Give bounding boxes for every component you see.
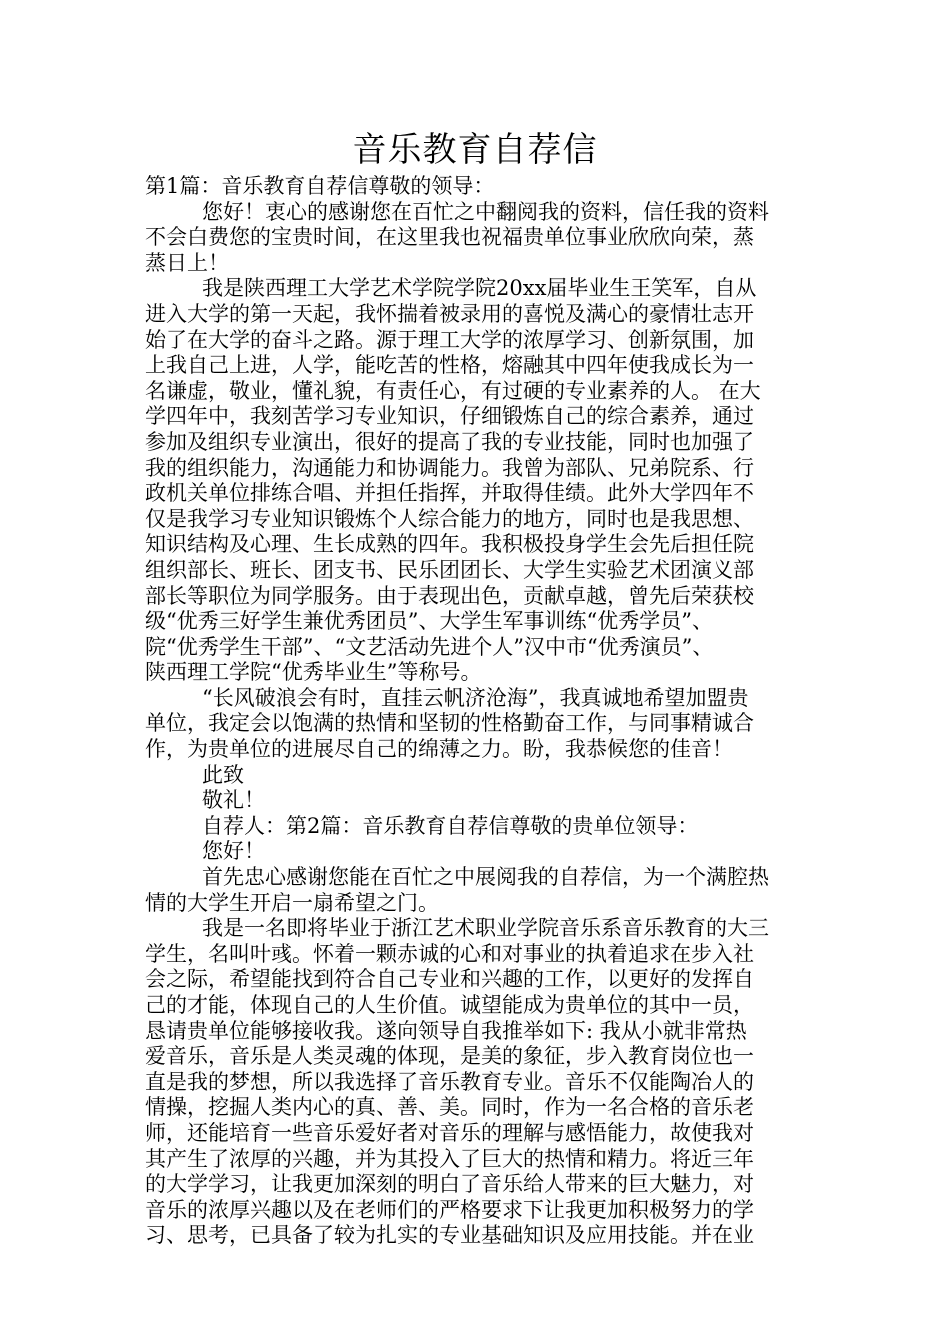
text-line: 组织部长、班长、团支书、民乐团团长、大学生实验艺术团演义部 xyxy=(145,557,754,582)
text-line: 您好！ xyxy=(202,839,265,864)
text-line: 作，为贵单位的进展尽自己的绵薄之力。盼，我恭候您的佳音！ xyxy=(145,737,733,762)
text-line: 此致 xyxy=(202,762,244,787)
text-line: 会之际，希望能找到符合自己专业和兴趣的工作，以更好的发挥自 xyxy=(145,967,754,992)
text-line: 我是陕西理工大学艺术学院学院20xx届毕业生王笑军，自从 xyxy=(202,276,757,301)
text-line: 陕西理工学院“优秀毕业生”等称号。 xyxy=(145,660,482,685)
text-line: 学生，名叫叶彧。怀着一颗赤诚的心和对事业的执着追求在步入社 xyxy=(145,941,754,966)
text-line: 我的组织能力，沟通能力和协调能力。我曾为部队、兄弟院系、行 xyxy=(145,455,754,480)
text-line: “长风破浪会有时，直挂云帆济沧海”，我真诚地希望加盟贵 xyxy=(202,685,749,710)
text-line: 蒸日上！ xyxy=(145,250,229,275)
text-line: 参加及组织专业演出，很好的提高了我的专业技能，同时也加强了 xyxy=(145,429,754,454)
text-line: 院“优秀学生干部”、“文艺活动先进个人”汉中市“优秀演员”、 xyxy=(145,634,714,659)
text-line: 不会白费您的宝贵时间，在这里我也祝福贵单位事业欣欣向荣，蒸 xyxy=(145,225,754,250)
text-line: 级“优秀三好学生兼优秀团员”、大学生军事训练“优秀学员”、 xyxy=(145,609,713,634)
text-line: 的大学学习，让我更加深刻的明白了音乐给人带来的巨大魅力，对 xyxy=(145,1172,754,1197)
text-line: 知识结构及心理、生长成熟的四年。我积极投身学生会先后担任院 xyxy=(145,532,754,557)
text-line: 音乐的浓厚兴趣以及在老师们的严格要求下让我更加积极努力的学 xyxy=(145,1197,754,1222)
letter-body xyxy=(145,174,809,1249)
text-line: 第1篇：音乐教育自荐信尊敬的领导： xyxy=(145,174,495,198)
text-line: 政机关单位排练合唱、并担任指挥，并取得佳绩。此外大学四年不 xyxy=(145,481,754,506)
text-line: 首先忠心感谢您能在百忙之中展阅我的自荐信，为一个满腔热 xyxy=(202,865,769,890)
text-line: 敬礼！ xyxy=(202,788,265,813)
text-line: 单位，我定会以饱满的热情和坚韧的性格勤奋工作，与同事精诚合 xyxy=(145,711,754,736)
text-line: 学四年中，我刻苦学习专业知识，仔细锻炼自己的综合素养，通过 xyxy=(145,404,754,429)
text-line: 情的大学生开启一扇希望之门。 xyxy=(145,890,439,915)
text-line: 恳请贵单位能够接收我。遂向领导自我推举如下: 我从小就非常热 xyxy=(145,1018,747,1043)
text-line: 自荐人：第2篇：音乐教育自荐信尊敬的贵单位领导： xyxy=(202,813,699,838)
text-line: 仅是我学习专业知识锻炼个人综合能力的地方，同时也是我思想、 xyxy=(145,506,754,531)
text-line: 其产生了浓厚的兴趣，并为其投入了巨大的热情和精力。将近三年 xyxy=(145,1146,754,1171)
text-line: 师，还能培育一些音乐爱好者对音乐的理解与感悟能力，故使我对 xyxy=(145,1120,754,1145)
text-line: 情操，挖掘人类内心的真、善、美。同时，作为一名合格的音乐老 xyxy=(145,1095,754,1120)
text-line: 直是我的梦想，所以我选择了音乐教育专业。音乐不仅能陶冶人的 xyxy=(145,1069,754,1094)
text-line: 己的才能，体现自己的人生价值。诚望能成为贵单位的其中一员， xyxy=(145,993,754,1017)
text-line: 上我自己上进，人学，能吃苦的性格，熔融其中四年使我成长为一 xyxy=(145,353,754,378)
text-line: 爱音乐，音乐是人类灵魂的体现，是美的象征，步入教育岗位也一 xyxy=(145,1044,754,1069)
text-line: 名谦虚，敬业，懂礼貌，有责任心，有过硬的专业素养的人。 在大 xyxy=(145,378,761,403)
text-line: 始了在大学的奋斗之路。源于理工大学的浓厚学习、创新氛围，加 xyxy=(145,327,754,352)
page-title: 音乐教育自荐信 xyxy=(352,130,598,170)
text-line: 部长等职位为同学服务。由于表现出色，贡献卓越，曾先后荣获校 xyxy=(145,583,754,608)
text-line: 进入大学的第一天起，我怀揣着被录用的喜悦及满心的豪情壮志开 xyxy=(145,301,754,326)
text-line: 您好！衷心的感谢您在百忙之中翻阅我的资料，信任我的资料 xyxy=(202,199,769,224)
text-line: 我是一名即将毕业于浙江艺术职业学院音乐系音乐教育的大三 xyxy=(202,916,769,941)
text-line: 习、思考，已具备了较为扎实的专业基础知识及应用技能。并在业 xyxy=(145,1223,754,1248)
